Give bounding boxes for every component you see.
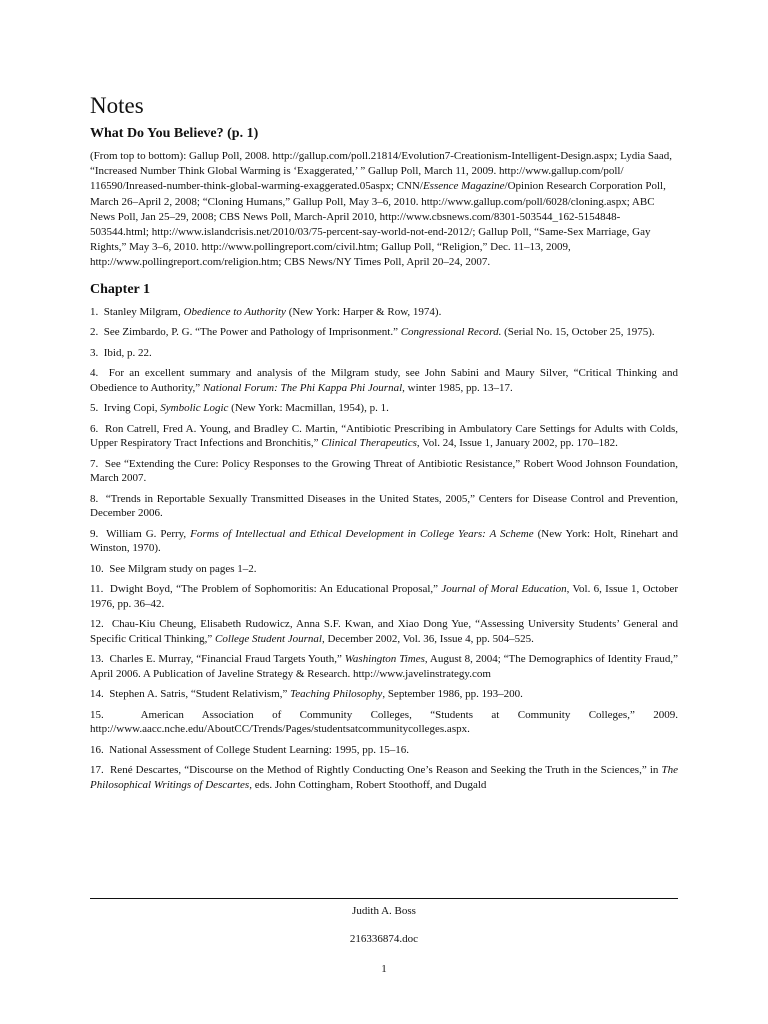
note-number: 15.: [90, 708, 141, 721]
note-number: 7.: [90, 457, 105, 470]
note-number: 9.: [90, 527, 107, 540]
italic-title-text: Clinical Therapeutics: [321, 437, 417, 450]
notes-list: [90, 305, 678, 793]
text-segment: (From top to bottom): Gallup Poll, 2008. http://gallup.com/poll.21814/Evolution7-Creationism-Intelligent-Design.aspx; Lydia Saad, “Increased Number Think Global Warming is ‘Exaggerated,’ ” Gallup Poll, March 11, 2009. http://www.gallup.com/poll/ 116590/Inreased-number-think-global-warming-exaggerated.05aspx; CNN/: [90, 150, 673, 193]
note-number: 14.: [90, 688, 110, 701]
text-segment: Ron Catrell, Fred A. Young, and Bradley C. Martin, “Antibiotic Prescribing in Ambulatory Care Settings for Adults with Colds, Upper Respiratory Tract Infections and Bronchitis,”: [90, 422, 679, 450]
note-number: 10.: [90, 562, 110, 575]
note-number: 4.: [90, 367, 109, 380]
note-item: [90, 346, 678, 361]
text-segment: René Descartes, “Discourse on the Method of Rightly Conducting One’s Reason and Seeking the Truth in the Sciences,” in: [109, 764, 662, 777]
text-segment: American Association of Community Colleges, “Students at Community Colleges,” 2009. http://www.aacc.nche.edu/AboutCC/Trends/Pages/studentsatcommunitycolleges.aspx.: [90, 708, 678, 736]
footer-author: Judith A. Boss: [352, 905, 416, 917]
note-number: 5.: [90, 402, 104, 415]
note-item: [90, 743, 678, 758]
text-segment: Stephen A. Satris, “Student Relativism,”: [109, 688, 291, 701]
italic-title-text: College Student Journal: [215, 632, 322, 645]
note-number: 1.: [90, 305, 104, 318]
chapter-heading: Chapter 1: [90, 281, 151, 297]
note-item: [90, 617, 678, 646]
note-number: 8.: [90, 492, 106, 505]
italic-title-text: Journal of Moral Education: [441, 583, 567, 596]
italic-title-text: Washington Times: [344, 653, 425, 666]
text-segment: “Trends in Reportable Sexually Transmitted Diseases in the United States, 2005,” Centers for Disease Control and Prevention, December 2006.: [90, 492, 678, 520]
text-segment: (New York: Macmillan, 1954), p. 1.: [228, 402, 389, 415]
text-segment: See Zimbardo, P. G. “The Power and Pathology of Imprisonment.”: [103, 326, 401, 339]
text-segment: (New York: Harper & Row, 1974).: [285, 305, 442, 318]
footer-divider: [90, 898, 678, 899]
footer-filename: 216336874.doc: [349, 933, 419, 945]
note-item: [90, 305, 678, 320]
note-number: 17.: [90, 764, 110, 777]
note-number: 13.: [90, 653, 110, 666]
text-segment: , Vol. 24, Issue 1, January 2002, pp. 170–182.: [416, 437, 618, 450]
note-number: 3.: [90, 346, 104, 359]
text-segment: (Serial No. 15, October 25, 1975).: [501, 326, 655, 339]
note-number: 12.: [90, 618, 112, 631]
note-item: [90, 763, 678, 792]
italic-title-text: Obedience to Authority: [183, 305, 286, 318]
note-number: 6.: [90, 422, 105, 435]
text-segment: Charles E. Murray, “Financial Fraud Targets Youth,”: [109, 653, 345, 666]
text-segment: Irving Copi,: [103, 402, 161, 415]
note-item: [90, 457, 678, 486]
page-content: [90, 92, 678, 798]
note-item: [90, 366, 678, 395]
italic-title-text: Teaching Philosophy: [290, 688, 383, 701]
text-segment: , winter 1985, pp. 13–17.: [402, 381, 513, 394]
note-item: [90, 325, 678, 340]
text-segment: Dwight Boyd, “The Problem of Sophomoritis: An Educational Proposal,”: [109, 583, 442, 596]
note-item: [90, 562, 678, 577]
text-segment: , September 1986, pp. 193–200.: [382, 688, 523, 701]
note-number: 16.: [90, 743, 110, 756]
italic-title-text: National Forum: The Phi Kappa Phi Journal: [202, 381, 403, 394]
italic-title-text: Symbolic Logic: [160, 402, 229, 415]
text-segment: National Assessment of College Student Learning: 1995, pp. 15–16.: [109, 743, 409, 756]
text-segment: /Opinion Research Corporation Poll, March 26–April 2, 2008; “Cloning Humans,” Gallup Poll, May 3–6, 2010. http://www.gallup.com/poll/6028/cloning.aspx; ABC News Poll, Jan 25–29, 2008; CBS News Poll, March-April 2010, http://www.cbsnews.com/8301-503544_162-5154848-503544.html; http://www.islandcrisis.net/2010/03/75-percent-say-world-not-end-2012/; Gallup Poll, “Same-Sex Marriage, Gay Rights,” May 3–6, 2010. http://www.pollingreport.com/civil.htm; Gallup Poll, “Religion,” Dec. 11–13, 2009, http://www.pollingreport.com/religion.htm; CBS News/NY Times Poll, April 20–24, 2007.: [90, 180, 666, 269]
text-segment: , August 8, 2004; “The Demographics of Identity Fraud,” April 2006. A Publication of Javeline Strategy & Research. http://www.javelinstrategy.com: [90, 653, 678, 680]
note-item: [90, 527, 678, 556]
note-item: [90, 687, 678, 702]
section-heading: What Do You Believe? (p. 1): [90, 126, 259, 141]
text-segment: See “Extending the Cure: Policy Responses to the Growing Threat of Antibiotic Resistance,” Robert Wood Johnson Foundation, March 2007.: [90, 457, 679, 485]
italic-title-text: Essence Magazine: [422, 180, 505, 193]
text-segment: Ibid, p. 22.: [103, 346, 152, 359]
note-item: [90, 492, 678, 521]
page-number: 1: [381, 963, 387, 975]
note-item: [90, 708, 678, 737]
note-number: 2.: [90, 326, 104, 339]
italic-title-text: The Philosophical Writings of Descartes: [90, 764, 678, 791]
note-item: [90, 582, 678, 611]
text-segment: For an excellent summary and analysis of the Milgram study, see John Sabini and Maury Silver, “Critical Thinking and Obedience to Authority,”: [90, 367, 678, 394]
italic-title-text: Forms of Intellectual and Ethical Development in College Years: A Scheme: [190, 527, 534, 540]
text-segment: Stanley Milgram,: [103, 305, 184, 318]
page-title: Notes: [90, 93, 144, 118]
text-segment: , eds. John Cottingham, Robert Stoothoff, and Dugald: [249, 778, 487, 791]
note-item: [90, 422, 678, 451]
text-segment: , December 2002, Vol. 36, Issue 4, pp. 504–525.: [321, 632, 534, 645]
text-segment: See Milgram study on pages 1–2.: [109, 562, 257, 575]
text-segment: Chau-Kiu Cheung, Elisabeth Rudowicz, Anna S.F. Kwan, and Xiao Dong Yue, “Assessing University Students’ General and Specific Critical Thinking,”: [90, 618, 678, 645]
note-item: [90, 401, 678, 416]
note-item: [90, 652, 678, 681]
note-number: 11.: [90, 583, 110, 596]
italic-title-text: Congressional Record.: [400, 326, 502, 339]
text-segment: William G. Perry,: [106, 527, 191, 540]
section-intro-paragraph: [90, 149, 678, 271]
text-segment: (New York: Holt, Rinehart and Winston, 1970).: [90, 527, 679, 555]
text-segment: , Vol. 6, Issue 1, October 1976, pp. 36–42.: [90, 583, 679, 610]
